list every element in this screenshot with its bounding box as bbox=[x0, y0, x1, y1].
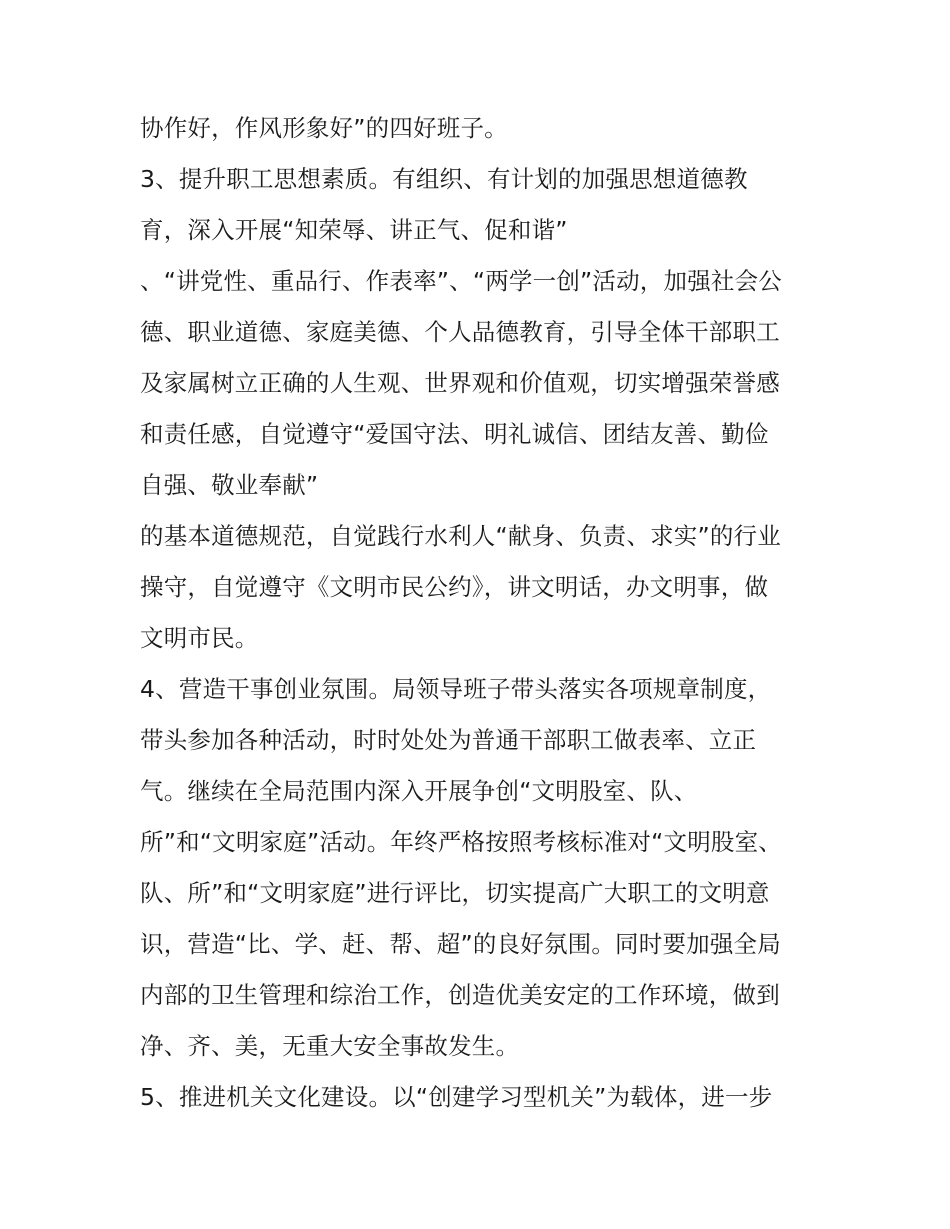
text-line: 队、所”和“文明家庭”进行评比，切实提高广大职工的文明意 bbox=[140, 879, 770, 907]
text-line: 4、营造干事创业氛围。局领导班子带头落实各项规章制度， bbox=[140, 675, 772, 703]
text-line: 育，深入开展“知荣辱、讲正气、促和谐” bbox=[140, 216, 568, 244]
text-line: 、“讲党性、重品行、作表率”、“两学一创”活动，加强社会公 bbox=[140, 267, 782, 295]
text-line: 自强、敬业奉献” bbox=[140, 471, 319, 499]
document-body bbox=[140, 103, 820, 1123]
text-line: 操守，自觉遵守《文明市民公约》，讲文明话，办文明事，做 bbox=[140, 573, 769, 601]
text-line: 识，营造“比、学、赶、帮、超”的良好氛围。同时要加强全局 bbox=[140, 930, 781, 958]
text-line: 5、推进机关文化建设。以“创建学习型机关”为载体，进一步 bbox=[140, 1083, 773, 1111]
text-line: 协作好，作风形象好”的四好班子。 bbox=[140, 114, 508, 142]
text-line: 3、提升职工思想素质。有组织、有计划的加强思想道德教 bbox=[140, 165, 748, 193]
text-line: 和责任感，自觉遵守“爱国守法、明礼诚信、团结友善、勤俭 bbox=[140, 420, 769, 448]
text-line: 所”和“文明家庭”活动。年终严格按照考核标准对“文明股室、 bbox=[140, 828, 782, 856]
text-line: 内部的卫生管理和综治工作，创造优美安定的工作环境，做到 bbox=[140, 981, 780, 1009]
text-line: 及家属树立正确的人生观、世界观和价值观，切实增强荣誉感 bbox=[140, 369, 780, 397]
text-line: 文明市民。 bbox=[140, 624, 259, 652]
text-line: 德、职业道德、家庭美德、个人品德教育，引导全体干部职工 bbox=[140, 318, 780, 346]
text-line: 的基本道德规范，自觉践行水利人“献身、负责、求实”的行业 bbox=[140, 522, 781, 550]
text-line: 气。继续在全局范围内深入开展争创“文明股室、队、 bbox=[140, 777, 698, 805]
text-line: 带头参加各种活动，时时处处为普通干部职工做表率、立正 bbox=[140, 726, 757, 754]
text-line: 净、齐、美，无重大安全事故发生。 bbox=[140, 1032, 520, 1060]
